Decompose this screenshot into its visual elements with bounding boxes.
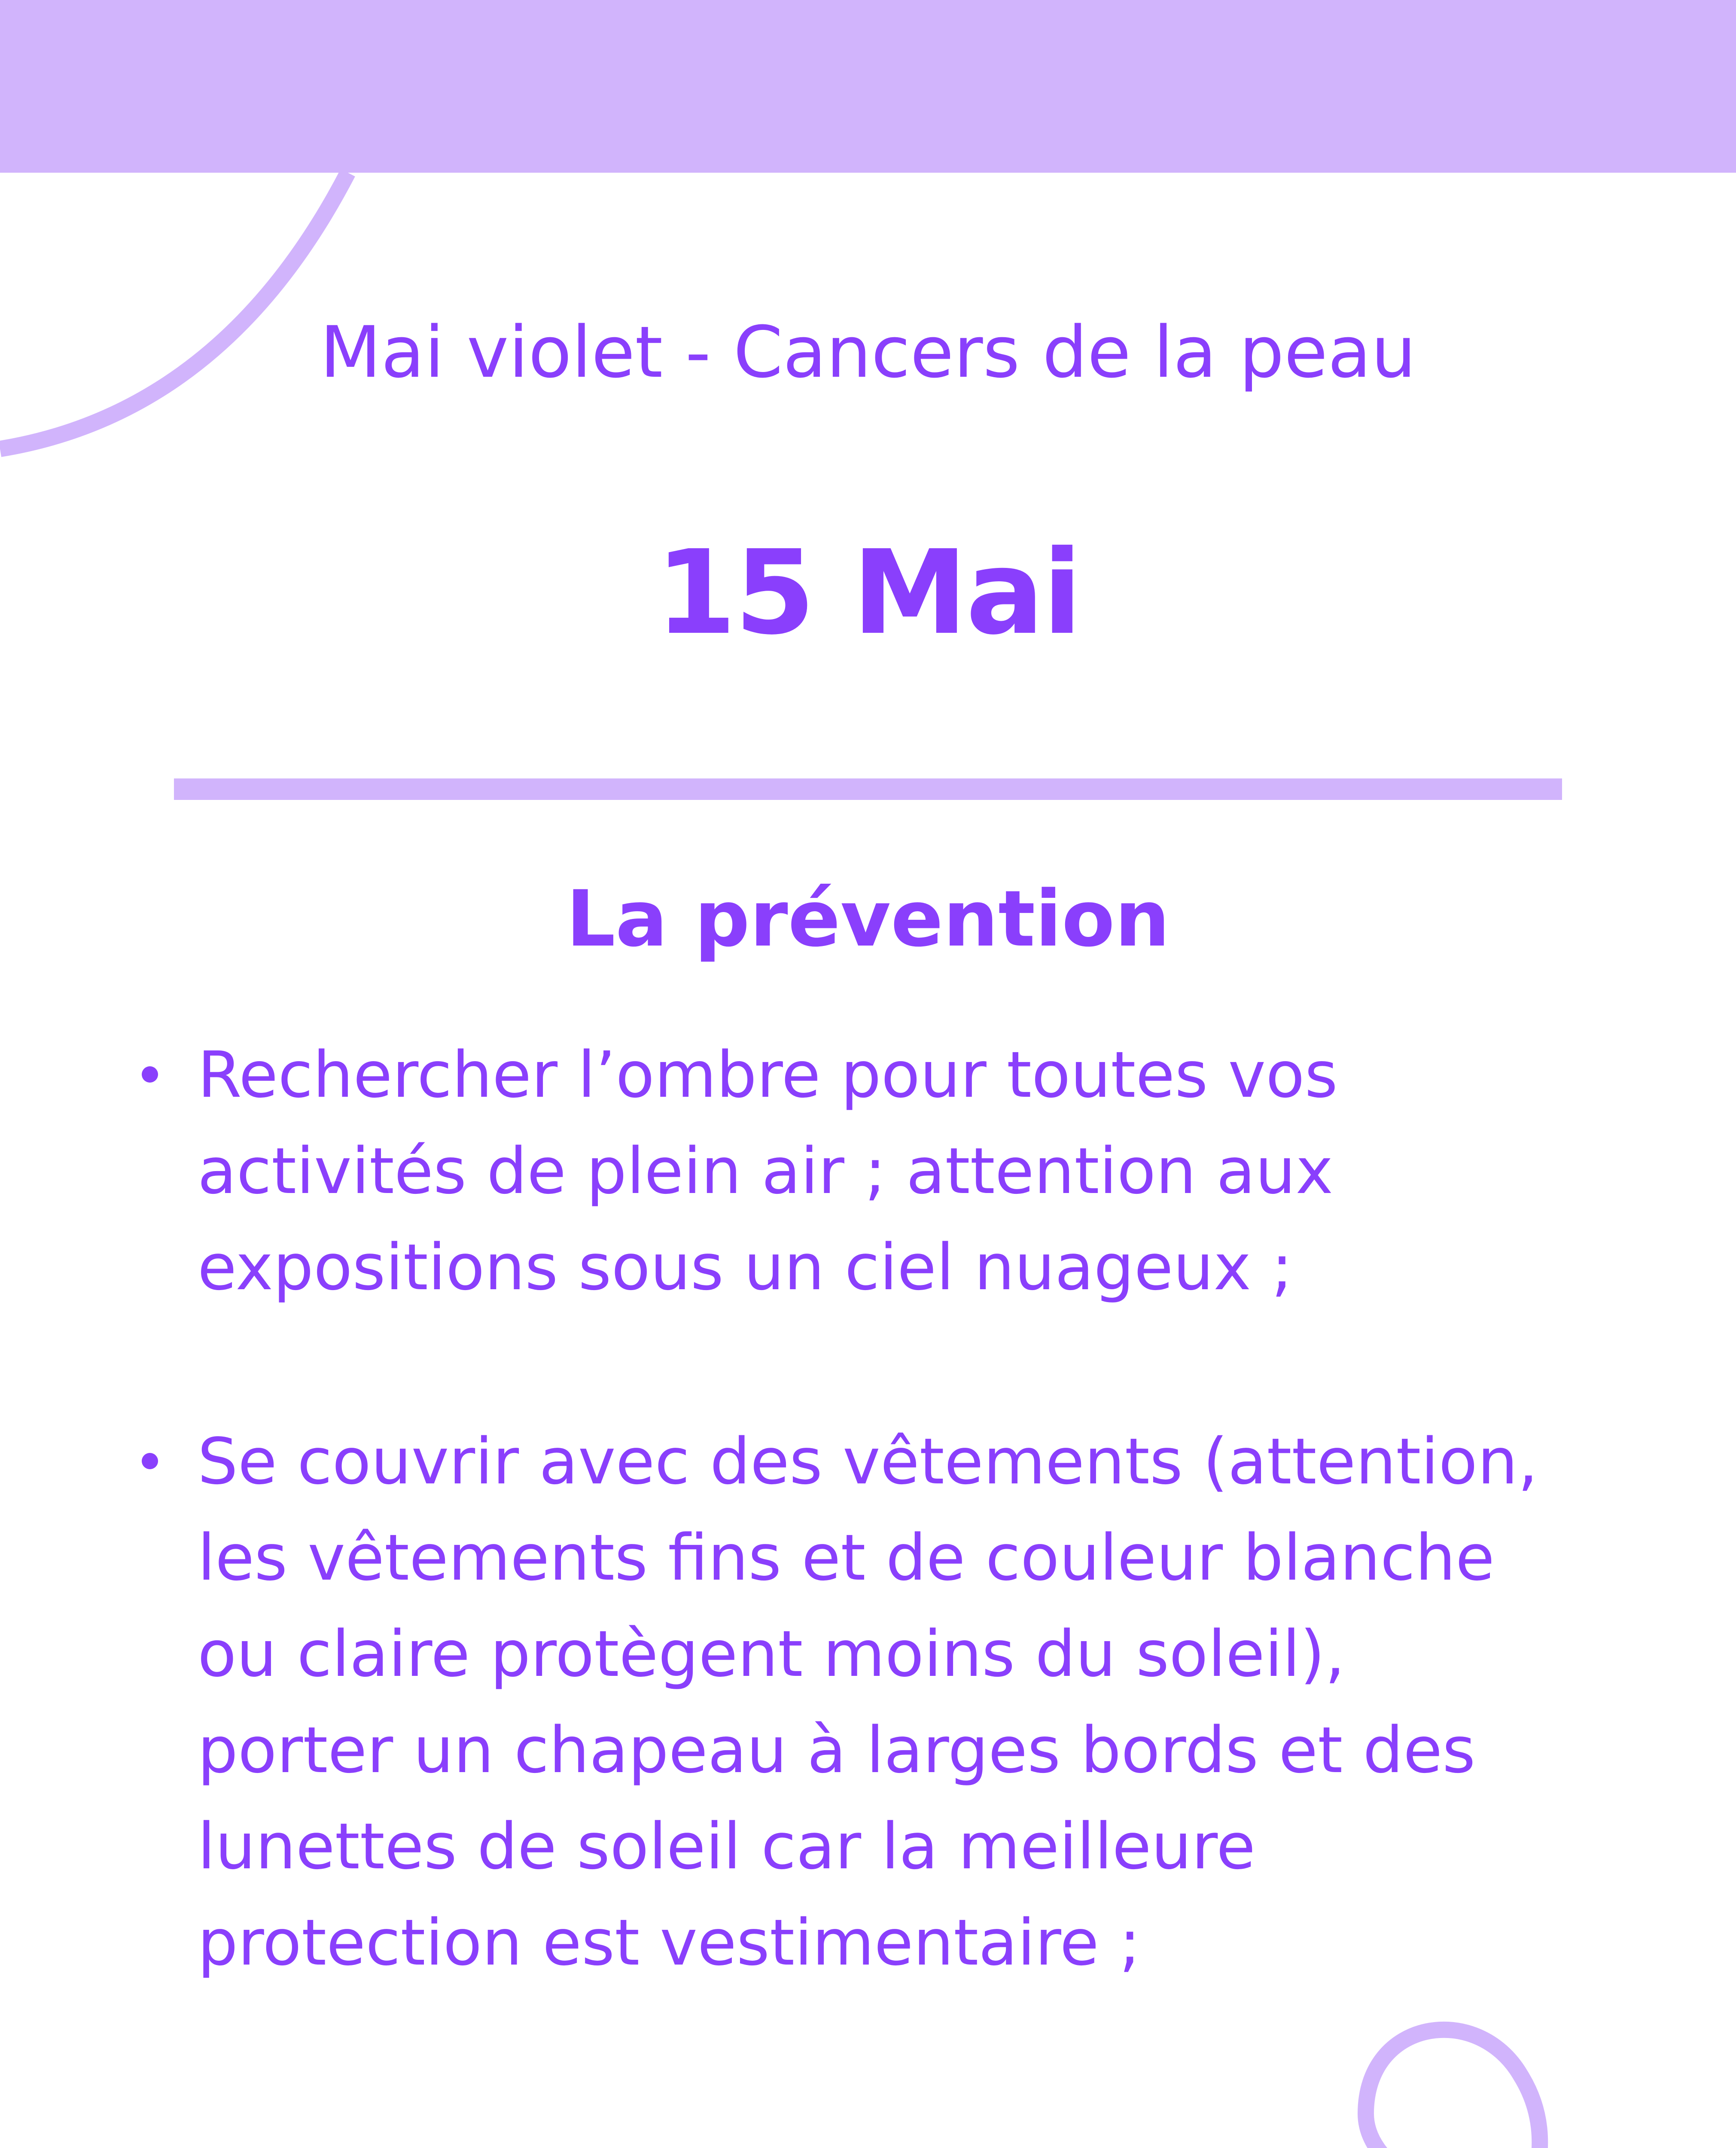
top-banner-band	[0, 0, 1736, 173]
bullet-dot-icon	[142, 1066, 158, 1083]
bullet-dot-icon	[142, 1453, 158, 1469]
awareness-ribbon-icon	[1366, 2030, 1736, 2148]
bullet-text: Rechercher l’ombre pour toutes vos activités de plein air ; attention aux expositions sous un ciel nuageux ;	[198, 1038, 1338, 1304]
bullet-text: Se couvrir avec des vêtements (attention, les vêtements fins et de couleur blanche ou claire protègent moins du soleil), porter un chapeau à larges bords et des lunettes de soleil car la meilleure protection est vestimentaire ;	[198, 1425, 1538, 1980]
page-title-date: 15 Mai	[655, 525, 1081, 660]
section-heading: La prévention	[566, 874, 1170, 964]
section-divider	[174, 778, 1562, 800]
campaign-subtitle: Mai violet - Cancers de la peau	[320, 311, 1416, 394]
